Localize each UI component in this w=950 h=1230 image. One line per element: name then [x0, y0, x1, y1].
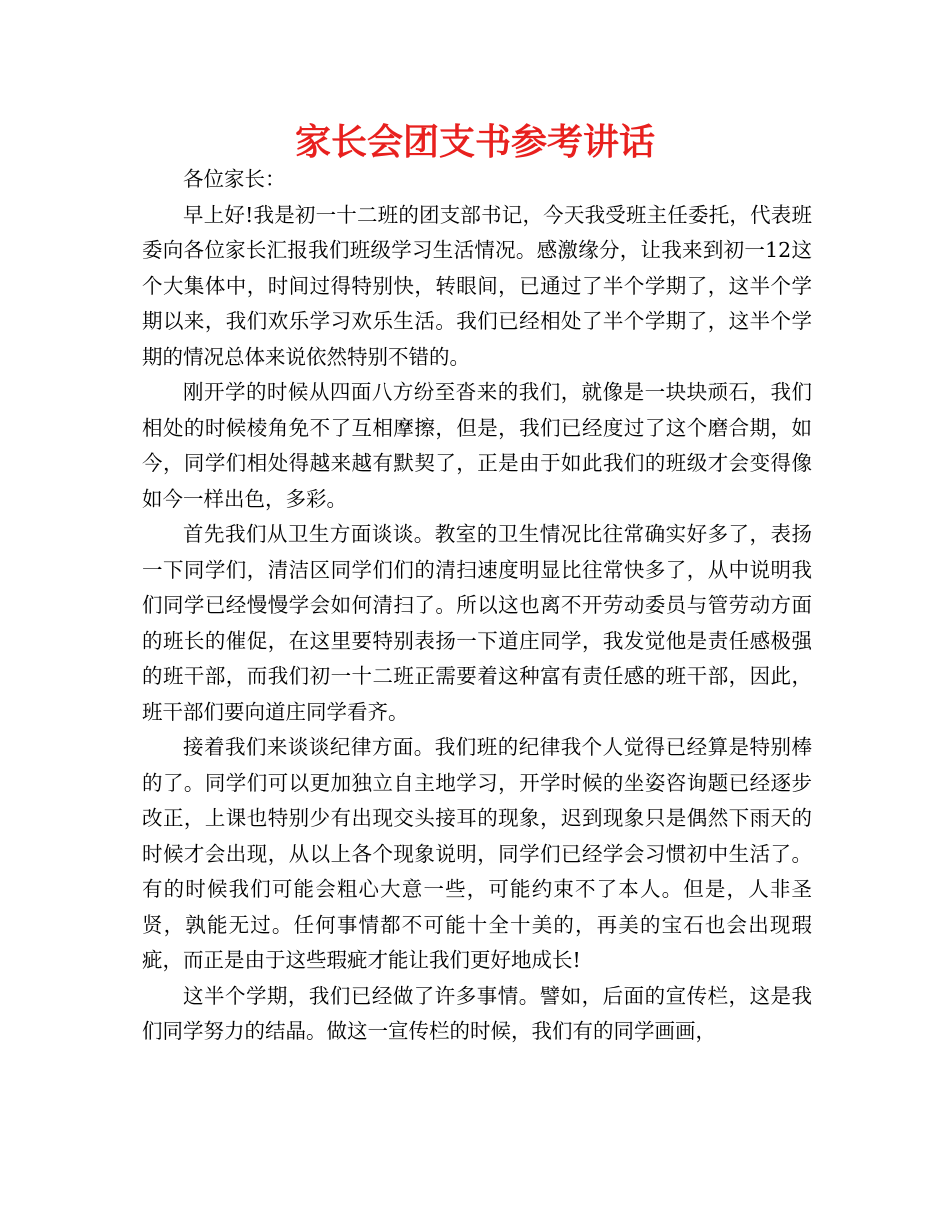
- salutation: 各位家长：: [183, 167, 286, 191]
- paragraph-2: 刚开学的时候从四面八方纷至沓来的我们，就像是一块块顽石，我们相处的时候棱角免不了互相摩擦，但是，我们已经度过了这个磨合期，如今，同学们相处得越来越有默契了，正是由于如此我们的班级才会变得像如今一样出色，多彩。: [142, 380, 812, 511]
- document-body: [142, 162, 812, 1050]
- document-title: 家长会团支书参考讲话: [294, 122, 655, 163]
- paragraph-4: 接着我们来谈谈纪律方面。我们班的纪律我个人觉得已经算是特别棒的了。同学们可以更加独立自主地学习，开学时候的坐姿咨询题已经逐步改正，上课也特别少有出现交头接耳的现象，迟到现象只是偶然下雨天的时候才会出现，从以上各个现象说明，同学们已经学会习惯初中生活了。有的时候我们可能会粗心大意一些，可能约束不了本人。但是，人非圣贤，孰能无过。任何事情都不可能十全十美的，再美的宝石也会出现瑕疵，而正是由于这些瑕疵才能让我们更好地成长!: [142, 735, 812, 972]
- paragraph-1: 早上好!我是初一十二班的团支部书记，今天我受班主任委托，代表班委向各位家长汇报我们班级学习生活情况。感激缘分，让我来到初一12这个大集体中，时间过得特别快，转眼间，已通过了半个学期了，这半个学期以来，我们欢乐学习欢乐生活。我们已经相处了半个学期了，这半个学期的情况总体来说依然特别不错的。: [142, 202, 812, 369]
- paragraph-5: 这半个学期，我们已经做了许多事情。譬如，后面的宣传栏，这是我们同学努力的结晶。做这一宣传栏的时候，我们有的同学画画，: [142, 983, 812, 1043]
- paragraph-3: 首先我们从卫生方面谈谈。教室的卫生情况比往常确实好多了，表扬一下同学们，清洁区同学们们的清扫速度明显比往常快多了，从中说明我们同学已经慢慢学会如何清扫了。所以这也离不开劳动委员与管劳动方面的班长的催促，在这里要特别表扬一下道庄同学，我发觉他是责任感极强的班干部，而我们初一十二班正需要着这种富有责任感的班干部，因此，班干部们要向道庄同学看齐。: [142, 522, 812, 724]
